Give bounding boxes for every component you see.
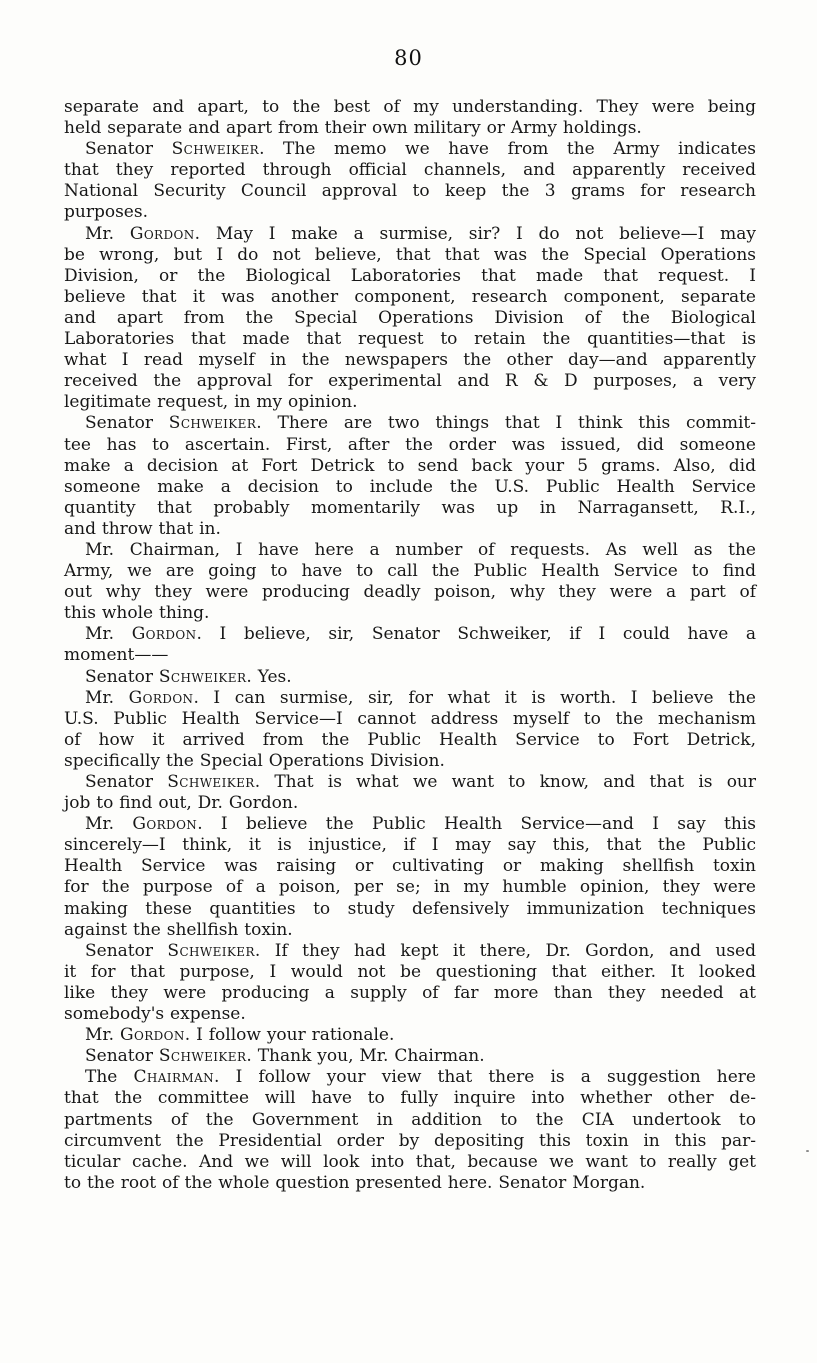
text-line: purposes. bbox=[64, 202, 148, 223]
text-line: be wrong, but I do not believe, that that was the Special Operations bbox=[64, 244, 756, 265]
text-line: out why they were producing deadly poison, why they were a part of bbox=[64, 582, 756, 603]
speaker-name: Gordon bbox=[119, 1025, 185, 1046]
text-line: that the committee will have to fully inquire into whether other de- bbox=[64, 1088, 756, 1109]
text-line: Health Service was raising or cultivating or making shellfish toxin bbox=[64, 856, 756, 877]
text-line: Mr. Chairman, I have here a number of requests. As well as the bbox=[85, 539, 756, 560]
paragraph bbox=[64, 1067, 756, 1194]
paragraph bbox=[64, 97, 756, 139]
paragraph bbox=[64, 224, 756, 414]
speaker-name: Schweiker bbox=[167, 772, 255, 792]
speaker-name: Schweiker bbox=[168, 413, 257, 434]
speaker-name: Chairman bbox=[133, 1067, 215, 1088]
text-line: it for that purpose, I would not be questioning that either. It looked bbox=[64, 961, 756, 982]
text-line: held separate and apart from their own military or Army holdings. bbox=[64, 118, 642, 139]
text-line: what I read myself in the newspapers the other day—and apparently bbox=[64, 350, 756, 371]
text-line: that they reported through official channels, and apparently received bbox=[64, 160, 756, 181]
text-line: Mr. Gordon. I believe, sir, Senator Schweiker, if I could have a bbox=[85, 624, 756, 645]
text-line: of how it arrived from the Public Health Service to Fort Detrick, bbox=[64, 729, 756, 750]
scan-artifact-dot bbox=[806, 1150, 809, 1152]
paragraph bbox=[64, 941, 756, 1025]
text-line: and apart from the Special Operations Division of the Biological bbox=[64, 307, 756, 328]
text-line: ticular cache. And we will look into that, because we want to really get bbox=[64, 1151, 756, 1172]
text-line: moment—— bbox=[64, 645, 169, 666]
text-line: Senator Schweiker. Yes. bbox=[85, 666, 292, 687]
text-line: Mr. Gordon. I follow your rationale. bbox=[85, 1025, 395, 1046]
text-line: separate and apart, to the best of my understanding. They were being bbox=[64, 97, 756, 117]
text-line: Division, or the Biological Laboratories that made that request. I bbox=[64, 265, 756, 286]
text-line: job to find out, Dr. Gordon. bbox=[64, 793, 299, 814]
text-line: and throw that in. bbox=[64, 518, 221, 539]
text-line: against the shellfish toxin. bbox=[64, 919, 293, 940]
text-line: partments of the Government in addition to the CIA undertook to bbox=[64, 1109, 756, 1130]
text-line: specifically the Special Operations Division. bbox=[64, 750, 445, 771]
paragraph bbox=[64, 1046, 756, 1067]
text-line: Senator Schweiker. Thank you, Mr. Chairman. bbox=[85, 1046, 485, 1067]
text-line: someone make a decision to include the U.S. Public Health Service bbox=[64, 476, 756, 497]
text-line: tee has to ascertain. First, after the order was issued, did someone bbox=[64, 434, 756, 455]
speaker-name: Schweiker bbox=[171, 139, 260, 160]
text-line: circumvent the Presidential order by depositing this toxin in this par- bbox=[64, 1130, 756, 1151]
paragraph bbox=[64, 624, 756, 666]
text-line: Mr. Gordon. I can surmise, sir, for what it is worth. I believe the bbox=[85, 687, 756, 708]
speaker-name: Gordon bbox=[129, 223, 195, 244]
paragraph bbox=[64, 667, 756, 688]
text-line: legitimate request, in my opinion. bbox=[64, 392, 358, 413]
paragraph bbox=[64, 1025, 756, 1046]
text-line: Mr. Gordon. May I make a surmise, sir? I do not believe—I may bbox=[85, 223, 756, 244]
text-line: this whole thing. bbox=[64, 603, 210, 624]
text-line: Senator Schweiker. That is what we want to know, and that is our bbox=[85, 772, 757, 792]
text-line: The Chairman. I follow your view that there is a suggestion here bbox=[85, 1067, 756, 1088]
text-line: Senator Schweiker. The memo we have from the Army indicates bbox=[85, 139, 756, 160]
text-line: Senator Schweiker. There are two things that I think this commit- bbox=[85, 413, 756, 434]
text-line: to the root of the whole question presented here. Senator Morgan. bbox=[64, 1172, 646, 1193]
paragraph bbox=[64, 688, 756, 772]
paragraph bbox=[64, 540, 756, 624]
text-line: National Security Council approval to keep the 3 grams for research bbox=[64, 181, 756, 202]
text-line: Army, we are going to have to call the Public Health Service to find bbox=[64, 561, 756, 582]
text-line: believe that it was another component, research component, separate bbox=[64, 286, 756, 307]
text-line: somebody's expense. bbox=[64, 1004, 246, 1025]
paragraph bbox=[64, 772, 756, 814]
transcript-text-column bbox=[64, 97, 756, 1194]
speaker-name: Gordon bbox=[128, 687, 194, 708]
text-line: for the purpose of a poison, per se; in my humble opinion, they were bbox=[64, 877, 756, 898]
paragraph bbox=[64, 413, 756, 540]
text-line: U.S. Public Health Service—I cannot address myself to the mechanism bbox=[64, 708, 756, 729]
paragraph bbox=[64, 814, 756, 941]
text-line: making these quantities to study defensively immunization techniques bbox=[64, 898, 756, 919]
speaker-name: Schweiker bbox=[158, 1046, 247, 1067]
speaker-name: Gordon bbox=[132, 814, 198, 835]
text-line: Senator Schweiker. If they had kept it there, Dr. Gordon, and used bbox=[85, 940, 756, 961]
text-line: like they were producing a supply of far more than they needed at bbox=[64, 982, 756, 1003]
speaker-name: Schweiker bbox=[167, 940, 255, 961]
speaker-name: Schweiker bbox=[158, 666, 247, 687]
paragraph bbox=[64, 139, 756, 223]
text-line: Laboratories that made that request to retain the quantities—that is bbox=[64, 329, 756, 350]
text-line: Mr. Gordon. I believe the Public Health Service—and I say this bbox=[85, 814, 756, 835]
text-line: make a decision at Fort Detrick to send back your 5 grams. Also, did bbox=[64, 455, 756, 476]
text-line: received the approval for experimental and R & D purposes, a very bbox=[64, 371, 756, 392]
speaker-name: Gordon bbox=[131, 624, 197, 645]
text-line: quantity that probably momentarily was up in Narragansett, R.I., bbox=[64, 497, 756, 518]
page-number: 80 bbox=[394, 46, 423, 70]
text-line: sincerely—I think, it is injustice, if I may say this, that the Public bbox=[64, 835, 756, 856]
